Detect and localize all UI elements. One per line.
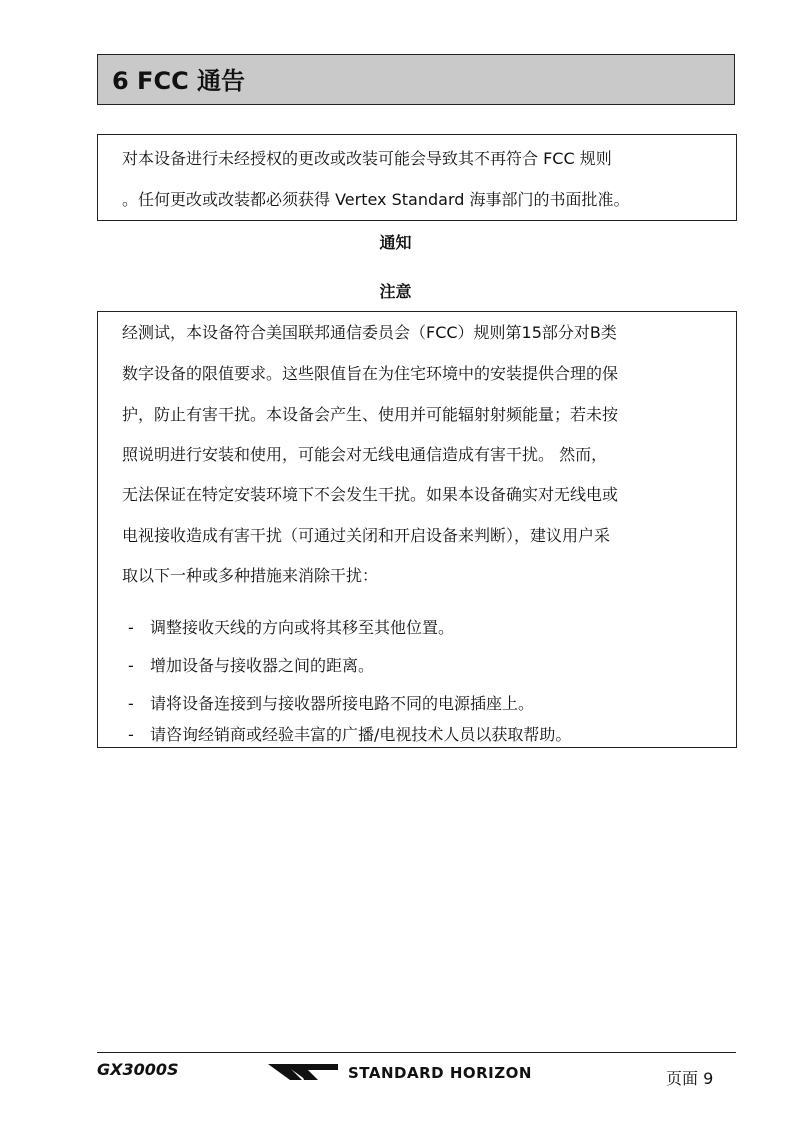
caution-line: 护，防止有害干扰。本设备会产生、使用并可能辐射射频能量；若未按 xyxy=(122,405,619,424)
model-name: GX3000S xyxy=(97,1060,179,1079)
list-item-text: 调整接收天线的方向或将其移至其他位置。 xyxy=(150,618,455,637)
brand-name: STANDARD HORIZON xyxy=(348,1064,532,1082)
list-item-text: 请咨询经销商或经验丰富的广播/电视技术人员以获取帮助。 xyxy=(150,725,572,744)
section-title: 6 FCC 通告 xyxy=(112,67,246,95)
bullet-dash: - xyxy=(128,694,134,713)
list-item-text: 增加设备与接收器之间的距离。 xyxy=(150,656,375,675)
caution-line: 电视接收造成有害干扰（可通过关闭和开启设备来判断），建议用户采 xyxy=(122,526,611,545)
caution-line: 经测试，本设备符合美国联邦通信委员会（FCC）规则第15部分对B类 xyxy=(122,323,617,342)
caution-heading: 注意 xyxy=(379,282,412,301)
caution-line: 数字设备的限值要求。这些限值旨在为住宅环境中的安装提供合理的保 xyxy=(122,364,619,383)
caution-line: 取以下一种或多种措施来消除干扰： xyxy=(122,566,379,585)
warning-line: 对本设备进行未经授权的更改或改装可能会导致其不再符合 FCC 规则 xyxy=(122,149,612,168)
page-number: 页面 9 xyxy=(666,1069,714,1088)
fcc-caution-box xyxy=(97,311,737,748)
caution-line: 照说明进行安装和使用，可能会对无线电通信造成有害干扰。 然而， xyxy=(122,445,608,464)
list-item xyxy=(128,693,534,715)
bullet-dash: - xyxy=(128,725,134,744)
list-item xyxy=(128,724,571,746)
bullet-dash: - xyxy=(128,656,134,675)
standard-horizon-chevron-logo-icon xyxy=(268,1062,340,1082)
warning-line: 。任何更改或改装都必须获得 Vertex Standard 海事部门的书面批准。 xyxy=(122,190,630,209)
list-item-text: 请将设备连接到与接收器所接电路不同的电源插座上。 xyxy=(150,694,535,713)
caution-line: 无法保证在特定安装环境下不会发生干扰。如果本设备确实对无线电或 xyxy=(122,485,619,504)
modification-warning-box xyxy=(97,134,737,221)
list-item xyxy=(128,617,454,639)
list-item xyxy=(128,655,374,677)
bullet-dash: - xyxy=(128,618,134,637)
footer-divider xyxy=(97,1052,736,1053)
notice-heading: 通知 xyxy=(379,233,412,252)
section-title-bar xyxy=(97,54,735,105)
